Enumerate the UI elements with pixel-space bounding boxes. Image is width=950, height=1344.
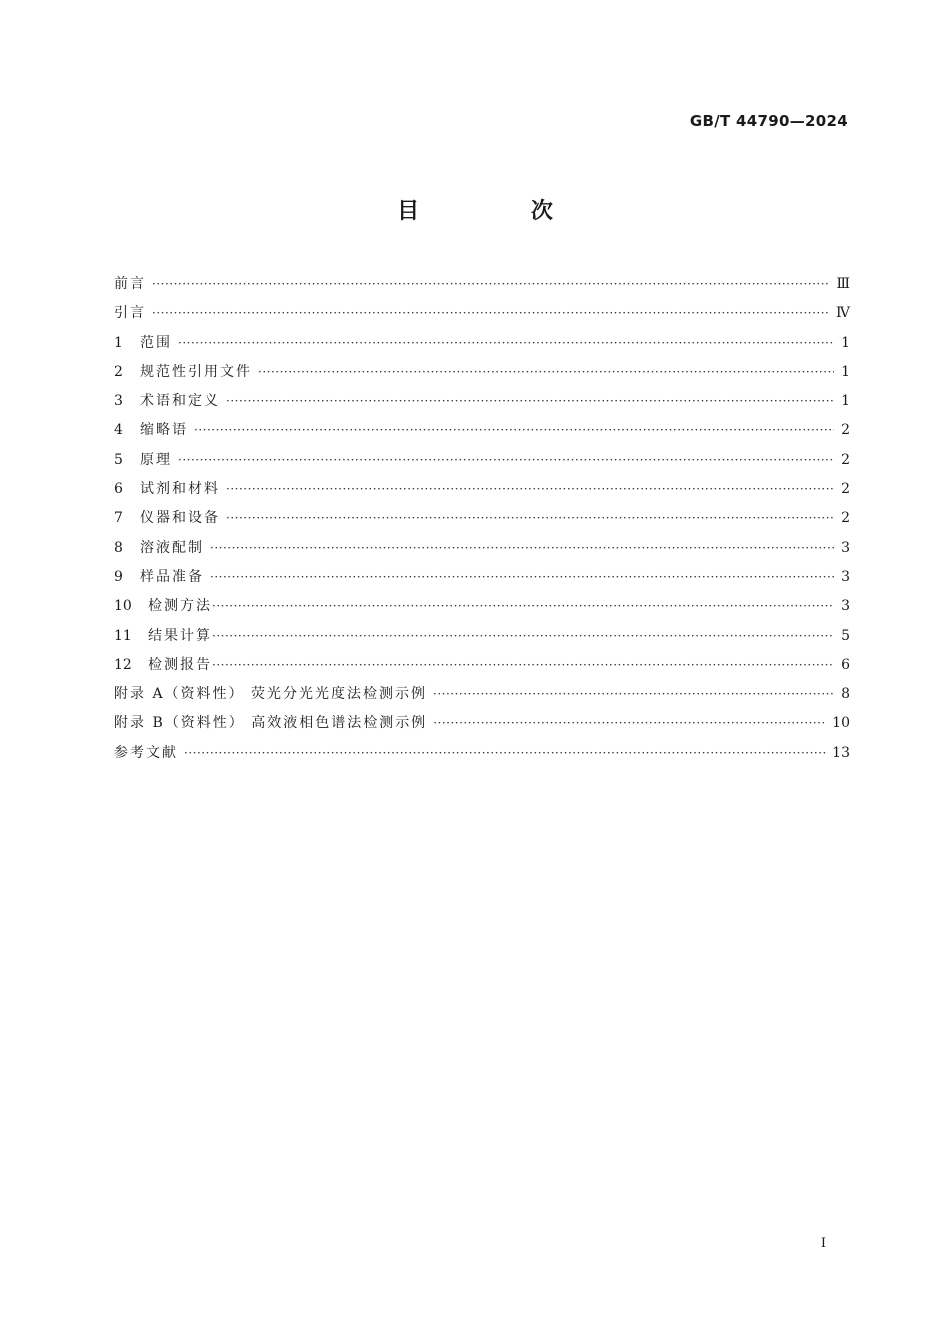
toc-entry-number: 12: [114, 656, 132, 673]
toc-leader-dots: [226, 504, 834, 533]
toc-entry-appendix-b[interactable]: [114, 709, 850, 738]
toc-entry-references[interactable]: [114, 739, 850, 768]
toc-entry-number: 2: [114, 363, 123, 380]
toc-entry-number: 11: [114, 627, 132, 644]
toc-leader-dots: [258, 358, 834, 387]
toc-entry-page: 6: [841, 656, 850, 673]
toc-entry-number: 9: [114, 568, 123, 585]
toc-entry-7[interactable]: [114, 504, 850, 533]
toc-entry-number: 3: [114, 393, 123, 410]
toc-entry-appendix-a[interactable]: [114, 680, 850, 709]
toc-leader-dots: [433, 680, 834, 709]
toc-entry-page: 2: [841, 481, 850, 498]
page-title: 目 次: [397, 199, 605, 224]
toc-entry-label: 原理: [140, 451, 172, 468]
toc-entry-label: 检测报告: [148, 656, 212, 673]
toc-entry-label: 仪器和设备: [140, 510, 220, 527]
toc-entry-label: 附录 A（资料性） 荧光分光光度法检测示例: [114, 686, 428, 703]
toc-entry-8[interactable]: [114, 534, 850, 563]
toc-leader-dots: [178, 329, 834, 358]
toc-entry-page: Ⅲ: [836, 276, 850, 292]
toc-entry-number: 1: [114, 334, 123, 351]
toc-leader-dots: [152, 270, 830, 299]
toc-entry-label: 样品准备: [140, 568, 204, 585]
toc-entry-label: 试剂和材料: [140, 481, 220, 498]
toc-leader-dots: [433, 709, 826, 738]
toc-leader-dots: [194, 416, 834, 445]
toc-leader-dots: [178, 446, 834, 475]
toc-entry-label: 缩略语: [140, 422, 188, 439]
toc-entry-number: 7: [114, 510, 123, 527]
toc-entry-label: 引言: [114, 305, 146, 322]
toc-entry-page: 2: [841, 451, 850, 468]
toc-entry-number: 5: [114, 451, 123, 468]
toc-entry-12[interactable]: [114, 651, 850, 680]
toc-entry-page: 1: [841, 334, 850, 351]
toc-entry-page: 5: [841, 627, 850, 644]
toc-entry-2[interactable]: [114, 358, 850, 387]
toc-entry-page: 1: [841, 393, 850, 410]
toc-entry-page: 10: [832, 715, 850, 732]
toc-leader-dots: [152, 299, 830, 328]
toc-entry-page: Ⅳ: [836, 305, 850, 322]
toc-entry-page: 3: [841, 539, 850, 556]
toc-entry-foreword[interactable]: [114, 270, 850, 299]
toc-entry-page: 13: [832, 744, 850, 761]
toc-leader-dots: [226, 475, 834, 504]
toc-entry-11[interactable]: [114, 622, 850, 651]
toc-entry-introduction[interactable]: [114, 299, 850, 328]
toc-entry-6[interactable]: [114, 475, 850, 504]
toc-leader-dots: [212, 622, 834, 651]
toc-entry-1[interactable]: [114, 329, 850, 358]
page-number: Ⅰ: [820, 1236, 826, 1251]
toc-entry-number: 8: [114, 539, 123, 556]
toc-leader-dots: [226, 387, 834, 416]
toc-entry-9[interactable]: [114, 563, 850, 592]
toc-entry-number: 10: [114, 598, 132, 615]
toc-entry-label: 参考文献: [114, 744, 178, 761]
toc-leader-dots: [212, 651, 834, 680]
toc-entry-page: 8: [841, 686, 850, 703]
toc-entry-10[interactable]: [114, 592, 850, 621]
toc-entry-3[interactable]: [114, 387, 850, 416]
toc-entry-page: 2: [841, 422, 850, 439]
toc-entry-label: 术语和定义: [140, 393, 220, 410]
toc-leader-dots: [184, 739, 826, 768]
toc-entry-label: 前言: [114, 276, 146, 292]
toc-entry-label: 结果计算: [148, 627, 212, 644]
toc-entry-label: 附录 B（资料性） 高效液相色谱法检测示例: [114, 715, 428, 732]
toc-leader-dots: [210, 563, 834, 592]
toc-entry-number: 4: [114, 422, 123, 439]
table-of-contents: [114, 270, 850, 768]
toc-entry-page: 1: [841, 363, 850, 380]
toc-entry-page: 2: [841, 510, 850, 527]
toc-leader-dots: [212, 592, 834, 621]
toc-entry-page: 3: [841, 568, 850, 585]
toc-entry-page: 3: [841, 598, 850, 615]
standard-code: GB/T 44790—2024: [689, 112, 848, 130]
toc-entry-label: 规范性引用文件: [140, 363, 252, 380]
toc-entry-label: 溶液配制: [140, 539, 204, 556]
toc-entry-label: 检测方法: [148, 598, 212, 615]
toc-leader-dots: [210, 534, 834, 563]
toc-entry-5[interactable]: [114, 446, 850, 475]
toc-entry-number: 6: [114, 481, 123, 498]
toc-entry-4[interactable]: [114, 416, 850, 445]
toc-entry-label: 范围: [140, 334, 172, 351]
